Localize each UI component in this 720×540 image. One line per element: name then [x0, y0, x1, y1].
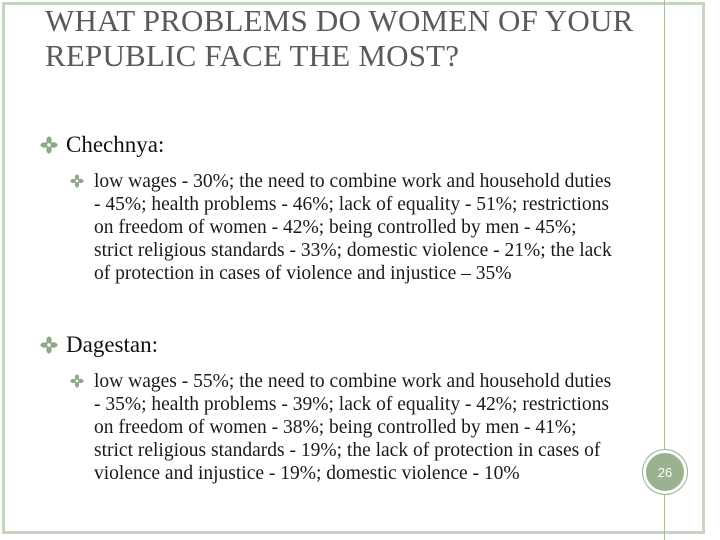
section-detail-row — [70, 170, 650, 285]
section-heading-row — [40, 330, 650, 360]
section-dagestan — [40, 330, 650, 485]
section-chechnya — [40, 130, 650, 285]
four-petal-flower-icon — [70, 374, 84, 388]
section-heading: Chechnya: — [66, 132, 165, 157]
four-petal-flower-icon — [70, 174, 84, 188]
section-detail-text: low wages - 30%; the need to combine work and household duties - 45%; health problems - 46%; lack of equality - 51%; restrictions on freedom of women - 42%; being controlled by men - 45%; strict religious standards - 33%; domestic violence - 21%; the lack of protection in cases of violence and injustice – 35% — [94, 171, 612, 284]
section-heading: Dagestan: — [66, 332, 158, 357]
section-detail-row — [70, 370, 650, 485]
four-petal-flower-icon — [40, 336, 58, 354]
section-heading-row — [40, 130, 650, 160]
slide-title: WHAT PROBLEMS DO WOMEN OF YOUR REPUBLIC FACE THE MOST? — [45, 3, 634, 73]
page-number-badge: 26 — [643, 450, 687, 494]
section-detail-text: low wages - 55%; the need to combine work and household duties - 35%; health problems - 39%; lack of equality - 42%; restrictions on freedom of women - 38%; being controlled by men - 41%; strict religious standards - 19%; the lack of protection in cases of violence and injustice - 19%; domestic violence - 10% — [94, 371, 612, 484]
four-petal-flower-icon — [40, 136, 58, 154]
